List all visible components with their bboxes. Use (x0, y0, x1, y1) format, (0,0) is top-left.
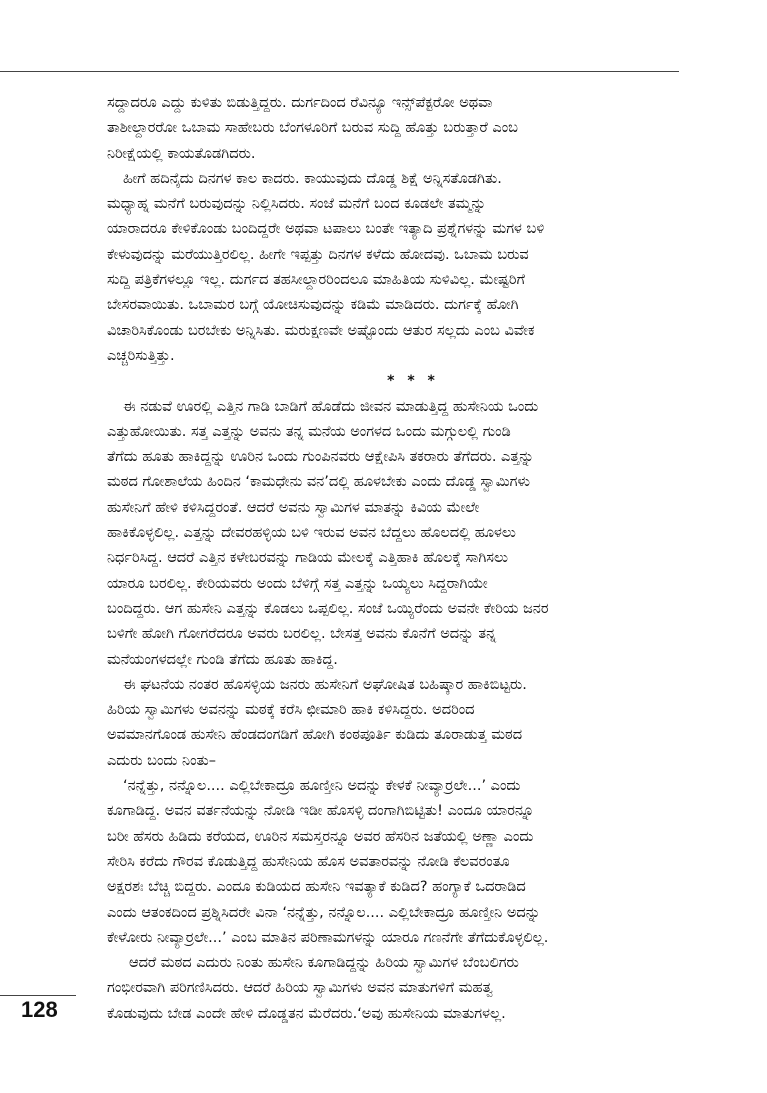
text-line: ಎತ್ತುಹೋಯಿತು. ಸತ್ತ ಎತ್ತನ್ನು ಅವನು ತನ್ನ ಮನೆಯ ಅಂಗಳದ ಒಂದು ಮಗ್ಗುಲಲ್ಲಿ ಗುಂಡಿ (107, 423, 511, 440)
text-line: ಕೂಗಾಡಿದ್ದ. ಅವನ ವರ್ತನೆಯನ್ನು ನೋಡಿ ಇಡೀ ಹೊಸಳ್ಳಿ ದಂಗಾಗಿಬಿಟ್ಟಿತು! ಎಂದೂ ಯಾರನ್ನೂ (107, 803, 535, 820)
text-line: ಹಿರಿಯ ಸ್ವಾಮಿಗಳು ಅವನನ್ನು ಮಠಕ್ಕೆ ಕರೆಸಿ ಛೀಮಾರಿ ಹಾಕಿ ಕಳಿಸಿದ್ದರು. ಅದರಿಂದ (107, 702, 475, 719)
header-rule (0, 71, 679, 72)
text-line: ಸದ್ದಾದರೂ ಎದ್ದು ಕುಳಿತು ಬಿಡುತ್ತಿದ್ದರು. ದುರ್ಗದಿಂದ ರೆವಿನ್ಯೂ ಇನ್ಸ್‌ಪೆಕ್ಟರೋ ಅಥವಾ (107, 95, 493, 111)
page-number: 128 (21, 997, 58, 1022)
text-line: ಮಠದ ಗೋಶಾಲೆಯ ಹಿಂದಿನ ‘ಕಾಮಧೇನು ವನ’ದಲ್ಲಿ ಹೂಳಬೇಕು ಎಂದು ದೊಡ್ಡ ಸ್ವಾಮಿಗಳು (107, 474, 530, 491)
text-line: ಬಂದಿದ್ದರು. ಆಗ ಹುಸೇನಿ ಎತ್ತನ್ನು ಕೊಡಲು ಒಪ್ಪಲಿಲ್ಲ. ಸಂಜೆ ಒಯ್ಯಿರೆಂದು ಅವನೇ ಕೇರಿಯ ಜನರ (107, 600, 549, 617)
text-line: ಈ ಘಟನೆಯ ನಂತರ ಹೊಸಳ್ಳಿಯ ಜನರು ಹುಸೇನಿಗೆ ಅಘೋಷಿತ ಬಹಿಷ್ಕಾರ ಹಾಕಿಬಿಟ್ಟರು. (123, 676, 527, 693)
text-line: ವಿಚಾರಿಸಿಕೊಂಡು ಬರಬೇಕು ಅನ್ನಿಸಿತು. ಮರುಕ್ಷಣವೇ ಅಷ್ಟೊಂದು ಆತುರ ಸಲ್ಲದು ಎಂಬ ವಿವೇಕ (107, 322, 535, 339)
text-line: ತೆಗೆದು ಹೂತು ಹಾಕಿದ್ದನ್ನು ಊರಿನ ಒಂದು ಗುಂಪಿನವರು ಆಕ್ಷೇಪಿಸಿ ತಕರಾರು ತೆಗೆದರು. ಎತ್ತನ್ನು (107, 449, 534, 466)
body-text (107, 91, 685, 1027)
text-line: ಬೇಸರವಾಯಿತು. ಒಬಾಮರ ಬಗ್ಗೆ ಯೋಚಿಸುವುದನ್ನು ಕಡಿಮೆ ಮಾಡಿದರು. ದುರ್ಗಕ್ಕೆ ಹೋಗಿ (107, 297, 519, 314)
text-line: ಯಾರೂ ಬರಲಿಲ್ಲ. ಕೇರಿಯವರು ಅಂದು ಬೆಳಿಗ್ಗೆ ಸತ್ತ ಎತ್ತನ್ನು ಒಯ್ಯಲು ಸಿದ್ದರಾಗಿಯೇ (107, 575, 488, 592)
text-line: ಹೀಗೆ ಹದಿನೈದು ದಿನಗಳ ಕಾಲ ಕಾದರು. ಕಾಯುವುದು ದೊಡ್ಡ ಶಿಕ್ಷೆ ಅನ್ನಿಸತೊಡಗಿತು. (123, 170, 502, 187)
text-line: ಆದರೆ ಮಠದ ಎದುರು ನಿಂತು ಹುಸೇನಿ ಕೂಗಾಡಿದ್ದನ್ನು ಹಿರಿಯ ಸ್ವಾಮಿಗಳ ಬೆಂಬಲಿಗರು (129, 955, 519, 972)
text-line: ಸುದ್ದಿ ಪತ್ರಿಕೆಗಳಲ್ಲೂ ಇಲ್ಲ. ದುರ್ಗದ ತಹಸೀಲ್ದಾರರಿಂದಲೂ ಮಾಹಿತಿಯ ಸುಳಿವಿಲ್ಲ. ಮೇಷ್ಟರಿಗೆ (107, 272, 526, 289)
text-line: ಕೇಳುವುದನ್ನು ಮರೆಯುತ್ತಿರಲಿಲ್ಲ. ಹೀಗೇ ಇಪ್ಪತ್ತು ದಿನಗಳ ಕಳೆದು ಹೋದವು. ಒಬಾಮ ಬರುವ (107, 246, 529, 263)
text-line: ಸೇರಿಸಿ ಕರೆದು ಗೌರವ ಕೊಡುತ್ತಿದ್ದ ಹುಸೇನಿಯ ಹೊಸ ಅವತಾರವನ್ನು ನೋಡಿ ಕೆಲವರಂತೂ (107, 853, 510, 870)
text-line: ಹುಸೇನಿಗೆ ಹೇಳಿ ಕಳಿಸಿದ್ದರಂತೆ. ಆದರೆ ಅವನು ಸ್ವಾಮಿಗಳ ಮಾತನ್ನು ಕಿವಿಯ ಮೇಲೇ (107, 499, 480, 516)
text-line: ಕೊಡುವುದು ಬೇಡ ಎಂದೇ ಹೇಳಿ ದೊಡ್ಡತನ ಮೆರೆದರು.‘ಅವು ಹುಸೇನಿಯ ಮಾತುಗಳಲ್ಲ. (107, 1005, 506, 1022)
text-line: ಗಂಭೀರವಾಗಿ ಪರಿಗಣಿಸಿದರು. ಆದರೆ ಹಿರಿಯ ಸ್ವಾಮಿಗಳು ಅವನ ಮಾತುಗಳಿಗೆ ಮಹತ್ವ (107, 980, 493, 997)
text-line: ಬರೀ ಹೆಸರು ಹಿಡಿದು ಕರೆಯದ, ಊರಿನ ಸಮಸ್ತರನ್ನೂ ಅವರ ಹೆಸರಿನ ಜತೆಯಲ್ಲಿ ಅಣ್ಣಾ ಎಂದು (107, 828, 534, 845)
text-line: ಬಳಿಗೇ ಹೋಗಿ ಗೋಗರೆದರೂ ಅವರು ಬರಲಿಲ್ಲ. ಬೇಸತ್ತ ಅವನು ಕೊನೆಗೆ ಅದನ್ನು ತನ್ನ (107, 626, 497, 643)
text-line: ಮನೆಯಂಗಳದಲ್ಲೇ ಗುಂಡಿ ತೆಗೆದು ಹೂತು ಹಾಕಿದ್ದ. (107, 651, 338, 668)
text-line: ಹಾಕಿಕೊಳ್ಳಲಿಲ್ಲ. ಎತ್ತನ್ನು ದೇವರಹಳ್ಳಿಯ ಬಳಿ ಇರುವ ಅವನ ಬೆದ್ದಲು ಹೊಲದಲ್ಲಿ ಹೂಳಲು (107, 525, 516, 542)
text-line: ಈ ನಡುವೆ ಊರಲ್ಲಿ ಎತ್ತಿನ ಗಾಡಿ ಬಾಡಿಗೆ ಹೊಡೆದು ಜೀವನ ಮಾಡುತ್ತಿದ್ದ ಹುಸೇನಿಯ ಒಂದು (123, 398, 539, 415)
text-line: ಎದುರು ಬಂದು ನಿಂತು– (107, 752, 217, 769)
text-line: ಮಧ್ಯಾಹ್ನ ಮನೆಗೆ ಬರುವುದನ್ನು ನಿಲ್ಲಿಸಿದರು. ಸಂಜೆ ಮನೆಗೆ ಬಂದ ಕೂಡಲೇ ತಮ್ಮನ್ನು (107, 196, 487, 213)
text-line: ಅವಮಾನಗೊಂಡ ಹುಸೇನಿ ಹೆಂಡದಂಗಡಿಗೆ ಹೋಗಿ ಕಂಠಪೂರ್ತಿ ಕುಡಿದು ತೂರಾಡುತ್ತ ಮಠದ (107, 727, 523, 744)
text-line: ತಾಶೀಲ್ದಾರರೋ ಒಬಾಮ ಸಾಹೇಬರು ಬೆಂಗಳೂರಿಗೆ ಬರುವ ಸುದ್ದಿ ಹೊತ್ತು ಬರುತ್ತಾರೆ ಎಂಬ (107, 120, 518, 137)
section-separator: * * * (387, 373, 439, 390)
text-line: ಎಂದು ಆತಂಕದಿಂದ ಪ್ರಶ್ನಿಸಿದರೇ ವಿನಾ ‘ನನ್ನೆತ್ತು, ನನ್ನೊಲ.... ಎಲ್ಲಿಬೇಕಾದ್ರೂ ಹೂಣ್ತೀನಿ ಅದನ್ನು (107, 904, 541, 921)
text-line: ‘ನನ್ನೆತ್ತು, ನನ್ನೊಲ.... ಎಲ್ಲಿಬೇಕಾದ್ರೂ ಹೂಣ್ತೀನಿ ಅದನ್ನು ಕೇಳಕೆ ನೀವ್ಯಾರ‍್ರಲೇ...’ ಎಂದು (123, 778, 521, 795)
text-line: ಯಾರಾದರೂ ಕೇಳಿಕೊಂಡು ಬಂದಿದ್ದರೇ ಅಥವಾ ಟಪಾಲು ಬಂತೇ ಇತ್ಯಾದಿ ಪ್ರಶ್ನೆಗಳನ್ನು ಮಗಳ ಬಳಿ (107, 221, 545, 238)
text-line: ಎಚ್ಚರಿಸುತ್ತಿತ್ತು. (107, 347, 175, 364)
text-line: ನಿರ್ಧರಿಸಿದ್ದ. ಆದರೆ ಎತ್ತಿನ ಕಳೇಬರವನ್ನು ಗಾಡಿಯ ಮೇಲಕ್ಕೆ ಎತ್ತಿಹಾಕಿ ಹೊಲಕ್ಕೆ ಸಾಗಿಸಲು (107, 550, 508, 567)
text-line: ಅಕ್ಷರಶಃ ಬೆಚ್ಚಿ ಬಿದ್ದರು. ಎಂದೂ ಕುಡಿಯದ ಹುಸೇನಿ ಇವತ್ಯಾಕೆ ಕುಡಿದ? ಹಂಗ್ಯಾಕೆ ಒದರಾಡಿದ (107, 879, 526, 896)
text-line: ಕೇಳೋರು ನೀವ್ಯಾರ‍್ರಲೇ...’ ಎಂಬ ಮಾತಿನ ಪರಿಣಾಮಗಳನ್ನು ಯಾರೂ ಗಣನೆಗೇ ತೆಗೆದುಕೊಳ್ಳಲಿಲ್ಲ. (107, 929, 549, 946)
text-line: ನಿರೀಕ್ಷೆಯಲ್ಲಿ ಕಾಯತೊಡಗಿದರು. (107, 145, 256, 162)
